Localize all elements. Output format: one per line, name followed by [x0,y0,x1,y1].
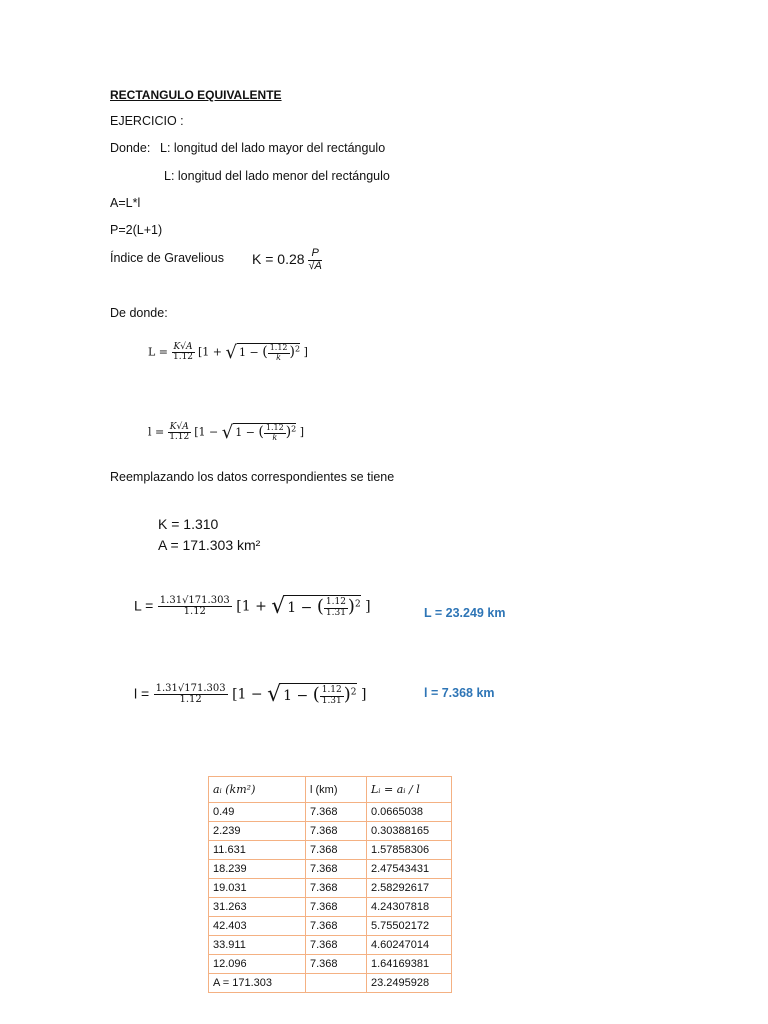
subst-L-open: [1 + [236,598,267,615]
subst-l-inner: 1 − [283,688,309,705]
gravelious-num: P [308,248,321,261]
general-l-pf-den: k [272,432,278,442]
definition-l: L: longitud del lado menor del rectángulo [164,169,390,183]
exercise-label: EJERCICIO : [110,114,184,128]
table-row [209,974,452,993]
area-formula: A=L*l [110,196,141,210]
sqrt-icon: √ [225,342,237,363]
general-L-formula [148,342,308,363]
table-cell: 7.368 [306,898,367,917]
definition-L: L: longitud del lado mayor del rectángulo [160,141,386,155]
table-cell: 7.368 [306,936,367,955]
subst-l-pf-den: 1.31 [321,695,342,706]
subst-l-open: [1 − [232,686,263,703]
general-L-radical: 1 − ( $\frac{1.12}{k}$ )$^2$ [239,343,301,362]
table-cell: 42.403 [209,917,306,936]
subst-L-fraction [158,596,232,618]
table-cell: 0.30388165 [367,822,452,841]
general-l-frac-den: 1.12 [169,432,190,442]
substituted-L-formula [134,594,371,619]
table-cell: 0.49 [209,803,306,822]
general-L-pf-num: 1.12 [269,343,288,353]
table-row [209,936,452,955]
table-cell: 1.64169381 [367,955,452,974]
given-K: K = 1.310 [158,516,219,532]
table-row [209,917,452,936]
gravelious-formula [252,248,322,272]
subst-l-lhs: l = [134,685,150,702]
general-L-fraction [172,343,195,363]
subst-L-lhs: L = [134,597,154,614]
table-cell: 12.096 [209,955,306,974]
result-L: L = 23.249 km [424,606,506,620]
result-l: l = 7.368 km [424,686,495,700]
table-cell: 2.47543431 [367,860,452,879]
general-l-fraction [168,423,191,443]
table-cell: 0.0665038 [367,803,452,822]
general-L-frac-den: 1.12 [172,352,194,362]
table-row [209,841,452,860]
table-cell: 23.2495928 [367,974,452,993]
table-cell: 7.368 [306,860,367,879]
perimeter-formula: P=2(L+1) [110,223,163,237]
gravelious-den: √A [308,259,322,272]
table-cell: 2.239 [209,822,306,841]
table-cell: 1.57858306 [367,841,452,860]
table-cell: 33.911 [209,936,306,955]
subst-l-close: ] [360,686,367,703]
table-cell: 7.368 [306,879,367,898]
reemplazando-text: Reemplazando los datos correspondientes se tiene [110,470,395,484]
subst-L-pf-den: 1.31 [325,607,346,618]
subst-L-frac-num: 1.31√171.303 [159,594,230,606]
table-cell: 31.263 [209,898,306,917]
table-cell: 7.368 [306,917,367,936]
general-l-lhs: l = [148,425,165,439]
general-L-frac-num: K√A [173,341,193,352]
general-L-paren-fraction [268,344,290,362]
de-donde-label: De donde: [110,306,168,320]
column-header-ai: aᵢ (km²) [209,777,306,803]
subst-l-radical: 1 − ( $\frac{1.12}{1.31}$ )$^2$ [283,684,357,706]
table-cell: 5.75502172 [367,917,452,936]
table-row [209,898,452,917]
general-L-lhs: L = [148,345,169,359]
general-l-paren-fraction [264,424,286,442]
column-header-l: l (km) [306,777,367,803]
subst-l-frac-den: 1.12 [179,694,202,705]
table-row [209,955,452,974]
table-cell: 18.239 [209,860,306,879]
subst-L-frac-den: 1.12 [183,606,206,617]
subst-L-close: ] [365,598,371,615]
table-cell: A = 171.303 [209,974,306,993]
subst-l-pf-num: 1.12 [321,685,342,696]
substituted-l-formula [134,682,366,707]
table-cell: 19.031 [209,879,306,898]
subst-L-radical: 1 − ( $\frac{1.12}{1.31}$ )$^2$ [287,596,361,618]
subst-L-inner: 1 − [287,600,313,617]
general-L-close: ] [303,345,308,359]
subst-L-paren-fraction [324,598,348,618]
given-A: A = 171.303 km² [158,537,261,553]
general-l-frac-num: K√A [169,421,189,432]
gravelious-fraction [308,248,321,272]
table-cell: 11.631 [209,841,306,860]
table-header-row [209,777,452,803]
table-row [209,879,452,898]
document-title: RECTANGULO EQUIVALENTE [110,88,282,102]
sqrt-icon: √ [271,594,286,619]
general-l-radical: 1 − ( $\frac{1.12}{k}$ )$^2$ [235,423,297,442]
subst-l-paren-fraction [320,686,344,706]
table-row [209,822,452,841]
sqrt-icon: √ [267,682,282,707]
table-cell: 7.368 [306,841,367,860]
table-cell: 7.368 [306,803,367,822]
data-table [208,776,452,993]
table-body [209,803,452,993]
table-cell: 7.368 [306,955,367,974]
table-cell: 4.24307818 [367,898,452,917]
sqrt-icon: √ [221,422,234,443]
table-cell [306,974,367,993]
general-L-open: [1 + [198,345,223,359]
donde-label: Donde: [110,141,151,155]
general-L-pf-den: k [276,352,282,362]
gravelious-lhs: K = 0.28 [252,250,305,267]
subst-l-frac-num: 1.31√171.303 [155,682,226,694]
subst-L-pf-num: 1.12 [325,597,346,608]
table-cell: 2.58292617 [367,879,452,898]
general-l-pf-num: 1.12 [265,423,284,433]
general-l-open: [1 − [194,425,219,439]
column-header-Li: Lᵢ = aᵢ / l [367,777,452,803]
gravelious-label: Índice de Gravelious [110,251,224,265]
general-l-formula [148,422,304,443]
table-cell: 4.60247014 [367,936,452,955]
table-row [209,803,452,822]
general-L-inner: 1 − [239,346,259,360]
table-cell: 7.368 [306,822,367,841]
subst-l-fraction [154,684,228,706]
general-l-inner: 1 − [235,426,255,440]
table-row [209,860,452,879]
general-l-close: ] [299,425,305,439]
